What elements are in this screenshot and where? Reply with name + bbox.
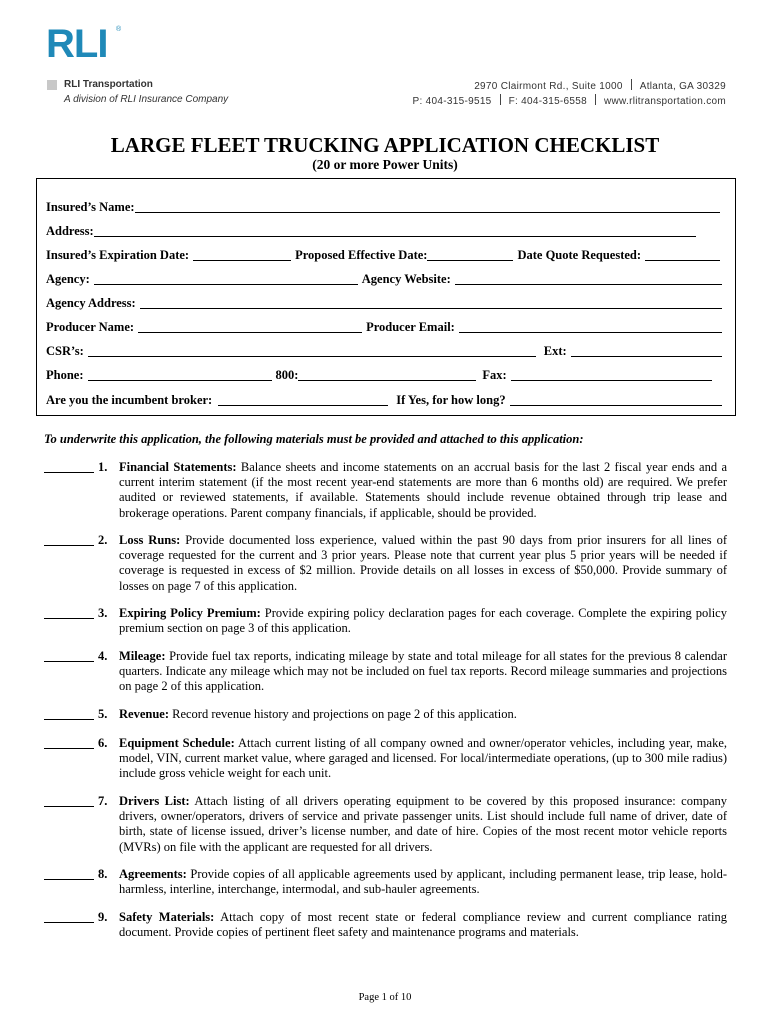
registered-mark: ® bbox=[116, 26, 122, 33]
form-row-agency bbox=[46, 271, 726, 287]
header-contact bbox=[413, 94, 726, 107]
item-body bbox=[119, 867, 727, 897]
fax-number: F: 404-315-6558 bbox=[508, 96, 588, 107]
applicant-info-box bbox=[36, 178, 736, 416]
item-number: 2. bbox=[98, 533, 108, 547]
checklist-item bbox=[44, 867, 727, 897]
agency-website-field[interactable] bbox=[455, 272, 722, 285]
checklist-item bbox=[44, 910, 727, 940]
item-title: Drivers List: bbox=[119, 794, 190, 808]
date-quote-requested-field[interactable] bbox=[645, 248, 720, 261]
header-address bbox=[474, 79, 726, 92]
producer-name-label: Producer Name: bbox=[46, 320, 135, 334]
item-number: 5. bbox=[98, 707, 108, 721]
city-address: Atlanta, GA 30329 bbox=[639, 81, 726, 92]
street-address: 2970 Clairmont Rd., Suite 1000 bbox=[474, 81, 623, 92]
item-number: 4. bbox=[98, 649, 108, 663]
item-body bbox=[119, 794, 727, 855]
item-body bbox=[119, 649, 727, 695]
phone-label: Phone: bbox=[46, 368, 84, 382]
item-body bbox=[119, 533, 727, 594]
separator bbox=[500, 94, 501, 105]
checklist-item bbox=[44, 794, 727, 855]
ext-field[interactable] bbox=[571, 344, 722, 357]
item-title: Financial Statements: bbox=[119, 460, 237, 474]
item-text: Attach copy of most recent state or federal compliance review and current compliance rating document. Provide copies of pertinent fleet safety and maintenance programs and materials. bbox=[119, 910, 728, 940]
expiration-date-field[interactable] bbox=[193, 248, 291, 261]
fax-label: Fax: bbox=[482, 368, 507, 382]
ext-label: Ext: bbox=[543, 344, 567, 358]
producer-email-field[interactable] bbox=[459, 320, 722, 333]
item-title: Safety Materials: bbox=[119, 910, 215, 924]
item-number: 9. bbox=[98, 910, 108, 924]
separator bbox=[631, 79, 632, 90]
checkmark-blank[interactable] bbox=[44, 806, 94, 807]
item-number: 8. bbox=[98, 867, 108, 881]
item-body bbox=[119, 910, 727, 940]
csr-field[interactable] bbox=[88, 344, 536, 357]
how-long-field[interactable] bbox=[510, 393, 722, 406]
agency-label: Agency: bbox=[46, 272, 90, 286]
item-text: Record revenue history and projections on page 2 of this application. bbox=[169, 707, 517, 721]
form-row-dates bbox=[46, 247, 726, 263]
agency-website-label: Agency Website: bbox=[361, 272, 451, 286]
checklist-item bbox=[44, 736, 727, 782]
checkmark-blank[interactable] bbox=[44, 618, 94, 619]
producer-email-label: Producer Email: bbox=[366, 320, 455, 334]
checklist-item bbox=[44, 606, 727, 636]
incumbent-broker-field[interactable] bbox=[218, 393, 388, 406]
checkmark-blank[interactable] bbox=[44, 879, 94, 880]
form-row-incumbent bbox=[46, 392, 726, 408]
proposed-effective-date-label: Proposed Effective Date: bbox=[295, 248, 428, 262]
item-title: Loss Runs: bbox=[119, 533, 181, 547]
address-field[interactable] bbox=[94, 224, 696, 237]
address-label: Address: bbox=[46, 224, 94, 238]
item-title: Equipment Schedule: bbox=[119, 736, 235, 750]
expiration-date-label: Insured’s Expiration Date: bbox=[46, 248, 190, 262]
item-number: 7. bbox=[98, 794, 108, 808]
form-row-agency-address bbox=[46, 295, 726, 311]
item-text: Balance sheets and income statements on an accrual basis for the last 2 fiscal year ends and a current interim statement (if the most recent year-end statements are more than 6 months old) are required. We prefer audited or reviewed statements, if available. Statements should include revenue obtained through trip lease and brokerage operations. Parent company financials, if applicable, should be provided. bbox=[119, 460, 727, 520]
item-text: Provide fuel tax reports, indicating mileage by state and total mileage for all states for the previous 8 calendar quarters. Indicate any mileage which may not be included on fuel tax reports. Record mileage summaries and projections on page 2 of this application. bbox=[119, 649, 727, 694]
item-body bbox=[119, 736, 727, 782]
form-row-phone bbox=[46, 367, 726, 383]
checklist-item bbox=[44, 460, 727, 521]
fax-field[interactable] bbox=[511, 368, 712, 381]
page-subtitle: (20 or more Power Units) bbox=[312, 157, 458, 172]
website-link[interactable]: www.rlitransportation.com bbox=[604, 96, 726, 107]
item-title: Revenue: bbox=[119, 707, 169, 721]
insured-name-label: Insured’s Name: bbox=[46, 200, 135, 214]
toll-free-field[interactable] bbox=[298, 368, 476, 381]
incumbent-broker-label: Are you the incumbent broker: bbox=[46, 393, 213, 407]
item-body bbox=[119, 707, 727, 722]
agency-address-field[interactable] bbox=[140, 296, 722, 309]
checkmark-blank[interactable] bbox=[44, 661, 94, 662]
form-row-csr bbox=[46, 343, 726, 359]
item-text: Attach listing of all drivers operating equipment to be covered by this proposed insurance: company drivers, owner/operators, drivers of service and private passenger units. List should include full name of driver, date of birth, state of license issued, driver’s license number, and date of hire. Copies of the most recent motor vehicle reports (MVRs) on file with the applicant are requested for all drivers. bbox=[119, 794, 727, 854]
item-number: 3. bbox=[98, 606, 108, 620]
item-title: Expiring Policy Premium: bbox=[119, 606, 261, 620]
item-text: Attach current listing of all company owned and owner/operator vehicles, including year, make, model, VIN, current market value, where garaged and licensed. For local/intermediate operations, (up to 300 mile radius) include gross vehicle weight for each unit. bbox=[119, 736, 727, 781]
form-row-producer bbox=[46, 319, 726, 335]
page-title: LARGE FLEET TRUCKING APPLICATION CHECKLIST bbox=[110, 133, 660, 157]
item-title: Agreements: bbox=[119, 867, 187, 881]
toll-free-label: 800: bbox=[275, 368, 299, 382]
insured-name-field[interactable] bbox=[135, 200, 720, 213]
date-quote-requested-label: Date Quote Requested: bbox=[517, 248, 642, 262]
agency-field[interactable] bbox=[94, 272, 358, 285]
checkmark-blank[interactable] bbox=[44, 472, 94, 473]
item-body bbox=[119, 606, 727, 636]
item-title: Mileage: bbox=[119, 649, 166, 663]
item-number: 1. bbox=[98, 460, 108, 474]
page-number: Page 1 of 10 bbox=[358, 992, 412, 1003]
checkmark-blank[interactable] bbox=[44, 545, 94, 546]
checkmark-blank[interactable] bbox=[44, 748, 94, 749]
form-row-insured-name bbox=[46, 199, 726, 215]
item-text: Provide expiring policy declaration pages for each coverage. Complete the expiring policy premium section on page 3 of this application. bbox=[119, 606, 727, 636]
item-body bbox=[119, 460, 727, 521]
item-text: Provide copies of all applicable agreements used by applicant, including permanent lease, trip lease, hold-harmless, interline, interchange, intermodal, and sub-hauler agreements. bbox=[119, 867, 727, 897]
instructions-intro: To underwrite this application, the following materials must be provided and attached to this application: bbox=[44, 432, 584, 446]
checklist-item bbox=[44, 707, 727, 722]
csr-label: CSR’s: bbox=[46, 344, 84, 358]
item-text: Provide documented loss experience, valued within the past 90 days from prior insurers for all lines of coverage requested for the current and 3 prior years. Please note that current year plus 5 prior years will be needed if coverage is requested in excess of $2 million. Provide details on all losses in excess of $50,000. Provide summary of losses on page 7 of this application. bbox=[119, 533, 727, 593]
phone-number: P: 404-315-9515 bbox=[412, 96, 492, 107]
checkmark-blank[interactable] bbox=[44, 719, 94, 720]
agency-address-label: Agency Address: bbox=[46, 296, 136, 310]
checklist-item bbox=[44, 649, 727, 695]
checkmark-blank[interactable] bbox=[44, 922, 94, 923]
company-division: A division of RLI Insurance Company bbox=[64, 94, 229, 105]
form-row-address bbox=[46, 223, 726, 239]
item-number: 6. bbox=[98, 736, 108, 750]
producer-name-field[interactable] bbox=[138, 320, 362, 333]
how-long-label: If Yes, for how long? bbox=[396, 393, 506, 407]
logo-text: RLI bbox=[46, 22, 108, 66]
proposed-effective-date-field[interactable] bbox=[427, 248, 513, 261]
checklist-item bbox=[44, 533, 727, 594]
separator bbox=[595, 94, 596, 105]
phone-field[interactable] bbox=[88, 368, 272, 381]
rli-logo bbox=[46, 22, 122, 66]
company-name: RLI Transportation bbox=[64, 79, 153, 90]
header-square-icon bbox=[47, 80, 57, 90]
